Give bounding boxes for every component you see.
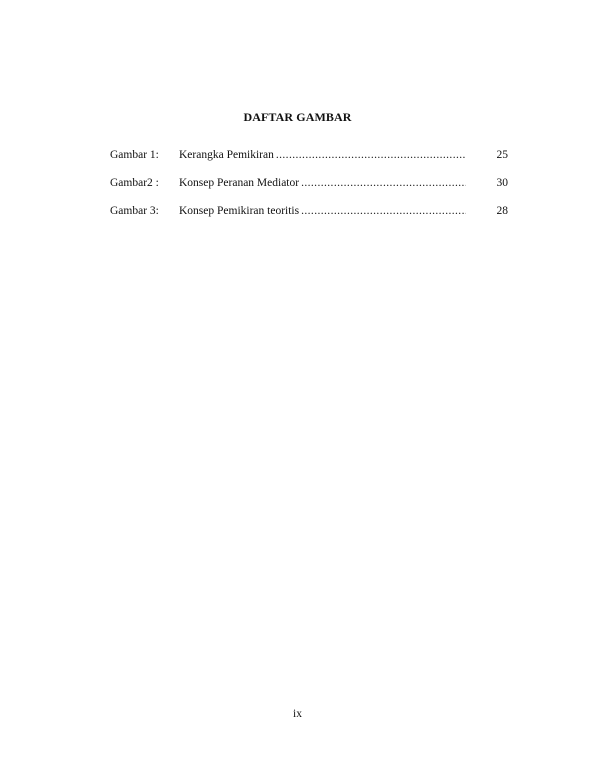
page-number: ix — [293, 708, 302, 720]
figure-page-number: 30 — [496, 177, 508, 189]
dot-leader — [301, 204, 466, 218]
figure-list-item — [110, 176, 508, 204]
figure-list — [110, 148, 508, 232]
page-title: DAFTAR GAMBAR — [243, 110, 352, 124]
figure-list-item — [110, 204, 508, 232]
figure-label: Gambar 1: — [110, 149, 159, 161]
figure-title: Konsep Peranan Mediator — [179, 177, 300, 189]
figure-page-number: 25 — [496, 149, 508, 161]
figure-list-item — [110, 148, 508, 176]
figure-page-number: 28 — [496, 205, 508, 217]
figure-label: Gambar2 : — [110, 177, 159, 189]
figure-entry — [179, 148, 466, 162]
dot-leader — [301, 176, 466, 190]
figure-entry — [179, 176, 466, 190]
figure-entry — [179, 204, 466, 218]
figure-title: Konsep Pemikiran teoritis — [179, 205, 300, 217]
figure-title: Kerangka Pemikiran — [179, 149, 274, 161]
figure-label: Gambar 3: — [110, 205, 159, 217]
dot-leader — [276, 148, 466, 162]
